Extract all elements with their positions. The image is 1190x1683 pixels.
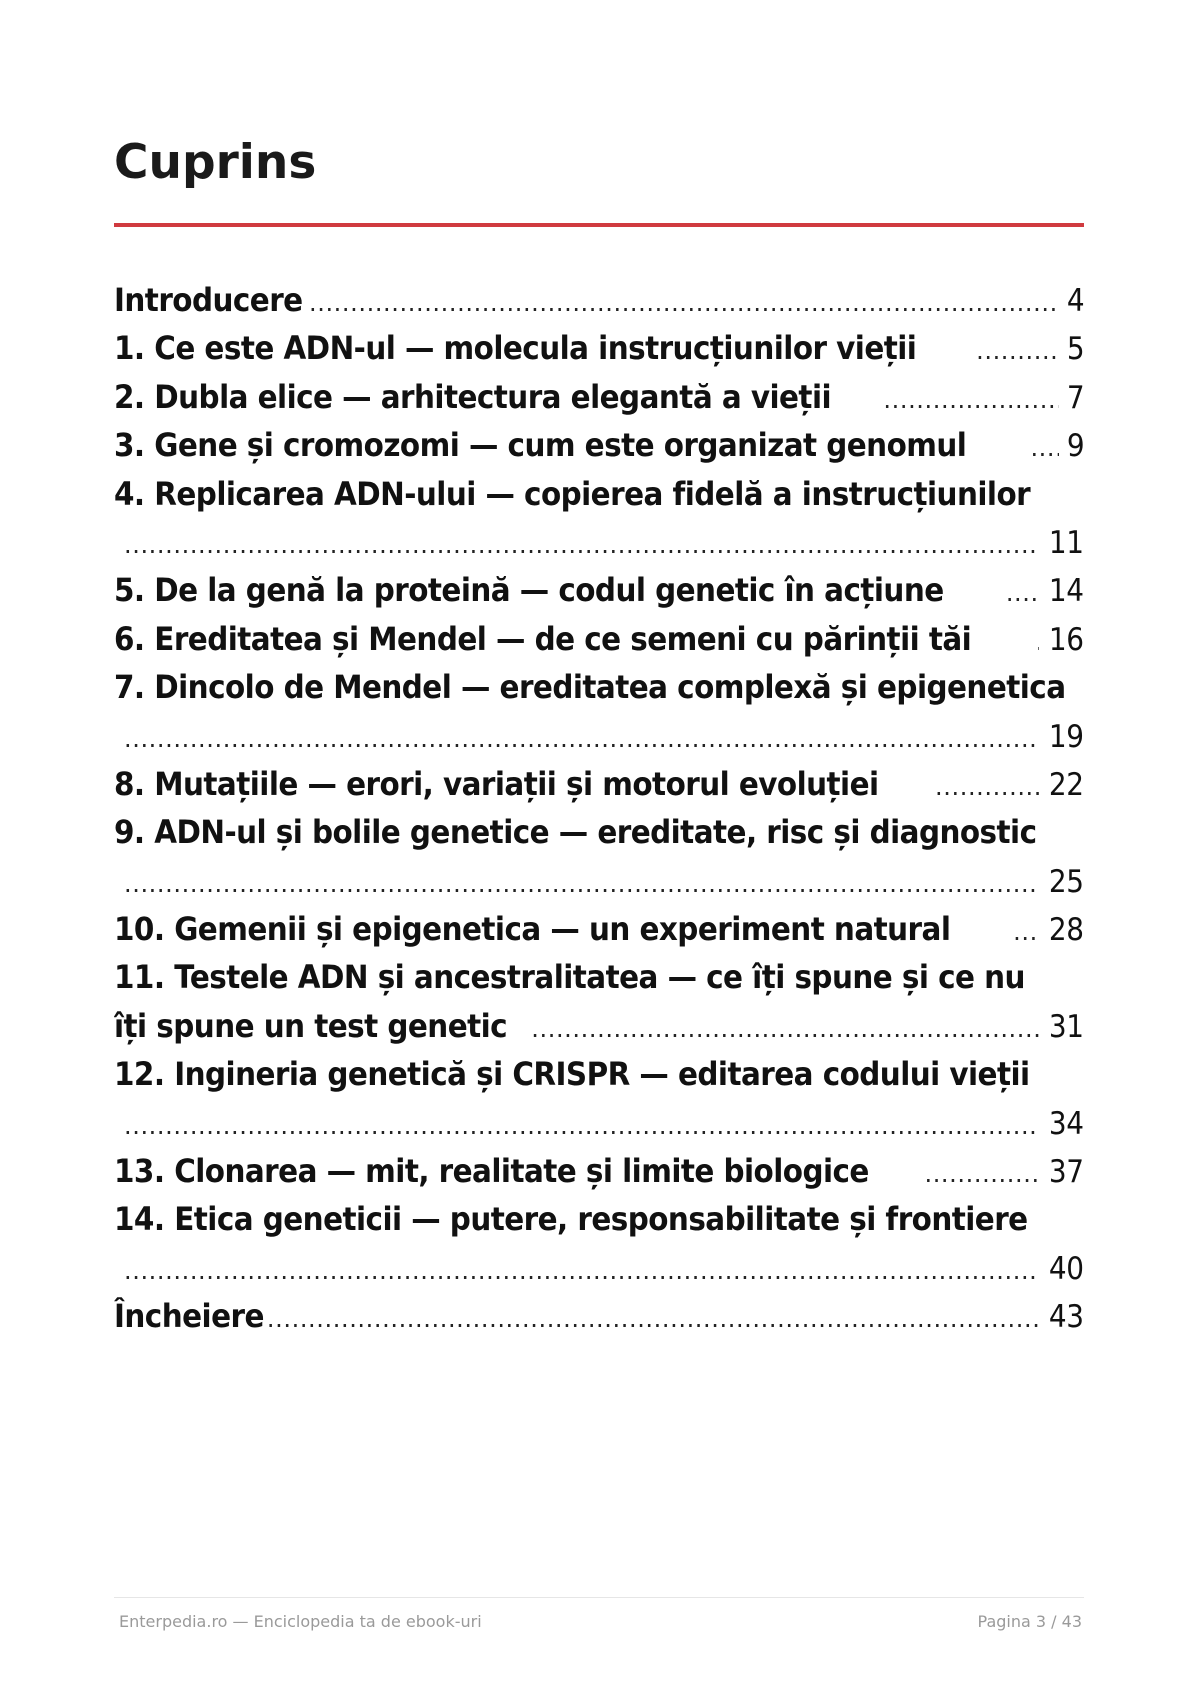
toc-entry-title: 12. Ingineria genetică și CRISPR — editarea codului vieții (114, 1055, 1030, 1094)
dot-leader (1013, 905, 1039, 953)
toc-entry-chapter-8[interactable] (114, 760, 1084, 808)
toc-entry-introducere[interactable] (114, 276, 1084, 324)
toc-entry-page: 19 (1049, 718, 1084, 755)
toc-entry-title: Încheiere (114, 1297, 264, 1336)
toc-entry-chapter-13[interactable] (114, 1147, 1084, 1195)
toc-entry-title: 6. Ereditatea și Mendel — de ce semeni cu părinții tăi (114, 619, 972, 658)
toc-entry-chapter-1[interactable] (114, 324, 1084, 372)
toc-entry-title-continued: îți spune un test genetic (114, 1006, 508, 1045)
dot-leader (924, 1147, 1039, 1195)
dot-leader (124, 857, 1039, 905)
toc-entry-title: 14. Etica geneticii — putere, responsabilitate și frontiere (114, 1200, 1028, 1239)
dot-leader (267, 1292, 1039, 1340)
dot-leader (935, 760, 1039, 808)
toc-entry-title: 9. ADN-ul și bolile genetice — ereditate, risc și diagnostic (114, 813, 1037, 852)
dot-leader (124, 1099, 1039, 1147)
toc-entry-chapter-12[interactable] (114, 1050, 1084, 1147)
toc-entry-chapter-5[interactable] (114, 566, 1084, 614)
footer-site-name: Enterpedia.ro — Enciclopedia ta de ebook-uri (119, 1612, 482, 1631)
toc-entry-title: 13. Clonarea — mit, realitate și limite biologice (114, 1152, 869, 1191)
dot-leader (1006, 566, 1040, 614)
toc-entry-page: 5 (1066, 331, 1084, 368)
toc-entry-page: 14 (1049, 573, 1084, 610)
toc-entry-title: 2. Dubla elice — arhitectura elegantă a vieții (114, 377, 832, 416)
toc-entry-chapter-10[interactable] (114, 905, 1084, 953)
footer-divider (114, 1597, 1084, 1598)
toc-entry-page: 31 (1049, 1008, 1084, 1045)
title-divider (114, 223, 1084, 227)
toc-entry-title: 7. Dincolo de Mendel — ereditatea complexă și epigenetica (114, 668, 1066, 707)
toc-entry-page: 4 (1066, 283, 1084, 319)
toc-entry-title: 8. Mutațiile — erori, variații și motorul evoluției (114, 764, 879, 803)
dot-leader (976, 324, 1059, 372)
dot-leader (124, 1244, 1039, 1292)
dot-leader (124, 518, 1039, 566)
toc-entry-title: 11. Testele ADN și ancestralitatea — ce îți spune și ce nu (114, 958, 1025, 997)
toc-entry-title: 4. Replicarea ADN-ului — copierea fidelă a instrucțiunilor (114, 474, 1031, 513)
toc-entry-page: 22 (1049, 766, 1084, 803)
toc-entry-chapter-9[interactable] (114, 808, 1084, 905)
toc-entry-title: Introducere (114, 281, 303, 319)
dot-leader (883, 373, 1058, 421)
dot-leader (1030, 421, 1058, 469)
toc-entry-chapter-3[interactable] (114, 421, 1084, 469)
dot-leader (124, 712, 1039, 760)
toc-entry-title: 1. Ce este ADN-ul — molecula instrucțiunilor vieții (114, 329, 917, 368)
toc-entry-page: 25 (1049, 863, 1084, 900)
toc-entry-chapter-4[interactable] (114, 470, 1084, 567)
toc-entry-chapter-2[interactable] (114, 373, 1084, 421)
toc-entry-chapter-7[interactable] (114, 663, 1084, 760)
toc-entry-page: 9 (1066, 428, 1084, 465)
toc-entry-chapter-11[interactable] (114, 953, 1084, 1050)
dot-leader (531, 1002, 1039, 1050)
toc-entry-page: 34 (1049, 1105, 1084, 1142)
dot-leader (309, 276, 1059, 324)
toc-entry-page: 11 (1049, 524, 1084, 561)
toc-entry-page: 37 (1049, 1154, 1084, 1191)
toc-entry-page: 16 (1049, 621, 1084, 658)
page-title: Cuprins (114, 135, 317, 190)
toc-entry-chapter-6[interactable] (114, 615, 1084, 663)
toc-entry-title: 10. Gemenii și epigenetica — un experiment natural (114, 910, 951, 949)
toc-entry-page: 40 (1049, 1250, 1084, 1287)
toc-entry-title: 3. Gene și cromozomi — cum este organizat genomul (114, 426, 967, 465)
table-of-contents (114, 276, 1084, 1341)
footer-page-indicator: Pagina 3 / 43 (977, 1612, 1082, 1631)
dot-leader (1036, 615, 1040, 663)
toc-entry-title: 5. De la genă la proteină — codul genetic în acțiune (114, 571, 944, 610)
toc-entry-incheiere[interactable] (114, 1292, 1084, 1340)
toc-entry-page: 7 (1066, 379, 1084, 416)
toc-entry-page: 43 (1049, 1299, 1084, 1336)
toc-entry-page: 28 (1049, 912, 1084, 949)
toc-entry-chapter-14[interactable] (114, 1195, 1084, 1292)
